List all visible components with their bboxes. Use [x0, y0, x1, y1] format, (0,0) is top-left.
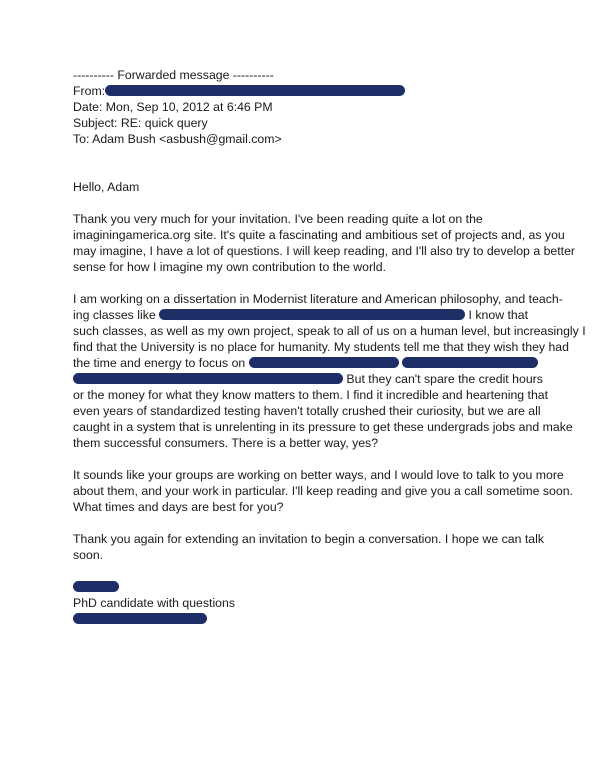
paragraph-2-line: such classes, as well as my own project, speak to all of us on a human level, but increasingly I	[73, 324, 586, 338]
paragraph-3-line: What times and days are best for you?	[73, 500, 284, 514]
signature-extra-line	[73, 611, 573, 627]
redaction-signature-name	[73, 581, 119, 592]
paragraph-1-line: Thank you very much for your invitation. I've been reading quite a lot on the	[73, 212, 483, 226]
to-line: To: Adam Bush <asbush@gmail.com>	[73, 132, 282, 146]
date-line: Date: Mon, Sep 10, 2012 at 6:46 PM	[73, 100, 273, 114]
forwarded-separator: ---------- Forwarded message ----------	[73, 68, 274, 82]
paragraph-1-line: may imagine, I have a lot of questions. I will keep reading, and I'll also try to develop a better	[73, 244, 576, 258]
from-line	[73, 83, 573, 99]
paragraph-3-line: It sounds like your groups are working on better ways, and I would love to talk to you more	[73, 468, 564, 482]
paragraph-1-line: sense for how I imagine my own contribution to the world.	[73, 260, 387, 274]
signature-title: PhD candidate with questions	[73, 596, 236, 610]
greeting: Hello, Adam	[73, 180, 140, 194]
paragraph-2-line	[73, 307, 573, 323]
classes-lead-in: ing classes like	[73, 308, 156, 322]
paragraph-2-line: even years of standardized testing haven't totally crushed their curiosity, but we are all	[73, 404, 541, 418]
focus-lead-in: the time and energy to focus on	[73, 356, 246, 370]
redaction-sender	[105, 85, 405, 96]
subject-line: Subject: RE: quick query	[73, 116, 208, 130]
paragraph-2-line: or the money for what they know matters to them. I find it incredible and heartening that	[73, 388, 549, 402]
redaction-focus-topic-b	[402, 357, 538, 368]
credit-hours-text: But they can't spare the credit hours	[346, 372, 543, 386]
redaction-focus-topic-a	[249, 357, 399, 368]
paragraph-2-line: find that the University is no place for humanity. My students tell me that they wish they had	[73, 340, 569, 354]
redaction-class-names	[159, 309, 465, 320]
paragraph-3-line: about them, and your work in particular. I'll keep reading and give you a call sometime soon.	[73, 484, 573, 498]
paragraph-2-line	[73, 371, 573, 387]
paragraph-2-line	[73, 355, 573, 371]
paragraph-2-line: caught in a system that is unrelenting in its pressure to get these undergrads jobs and make	[73, 420, 573, 434]
paragraph-2-line: I am working on a dissertation in Modernist literature and American philosophy, and teach-	[73, 292, 563, 306]
forwarded-email	[73, 67, 586, 627]
paragraph-1-line: imaginingamerica.org site. It's quite a fascinating and ambitious set of projects and, as you	[73, 228, 565, 242]
from-label: From:	[73, 84, 106, 98]
classes-follow: I know that	[468, 308, 529, 322]
signature-name-line	[73, 579, 573, 595]
paragraph-4-line: Thank you again for extending an invitation to begin a conversation. I hope we can talk	[73, 532, 545, 546]
redaction-signature-extra	[73, 613, 207, 624]
paragraph-2-line: them successful consumers. There is a better way, yes?	[73, 436, 379, 450]
paragraph-4-line: soon.	[73, 548, 104, 562]
redaction-focus-topic-c	[73, 373, 343, 384]
